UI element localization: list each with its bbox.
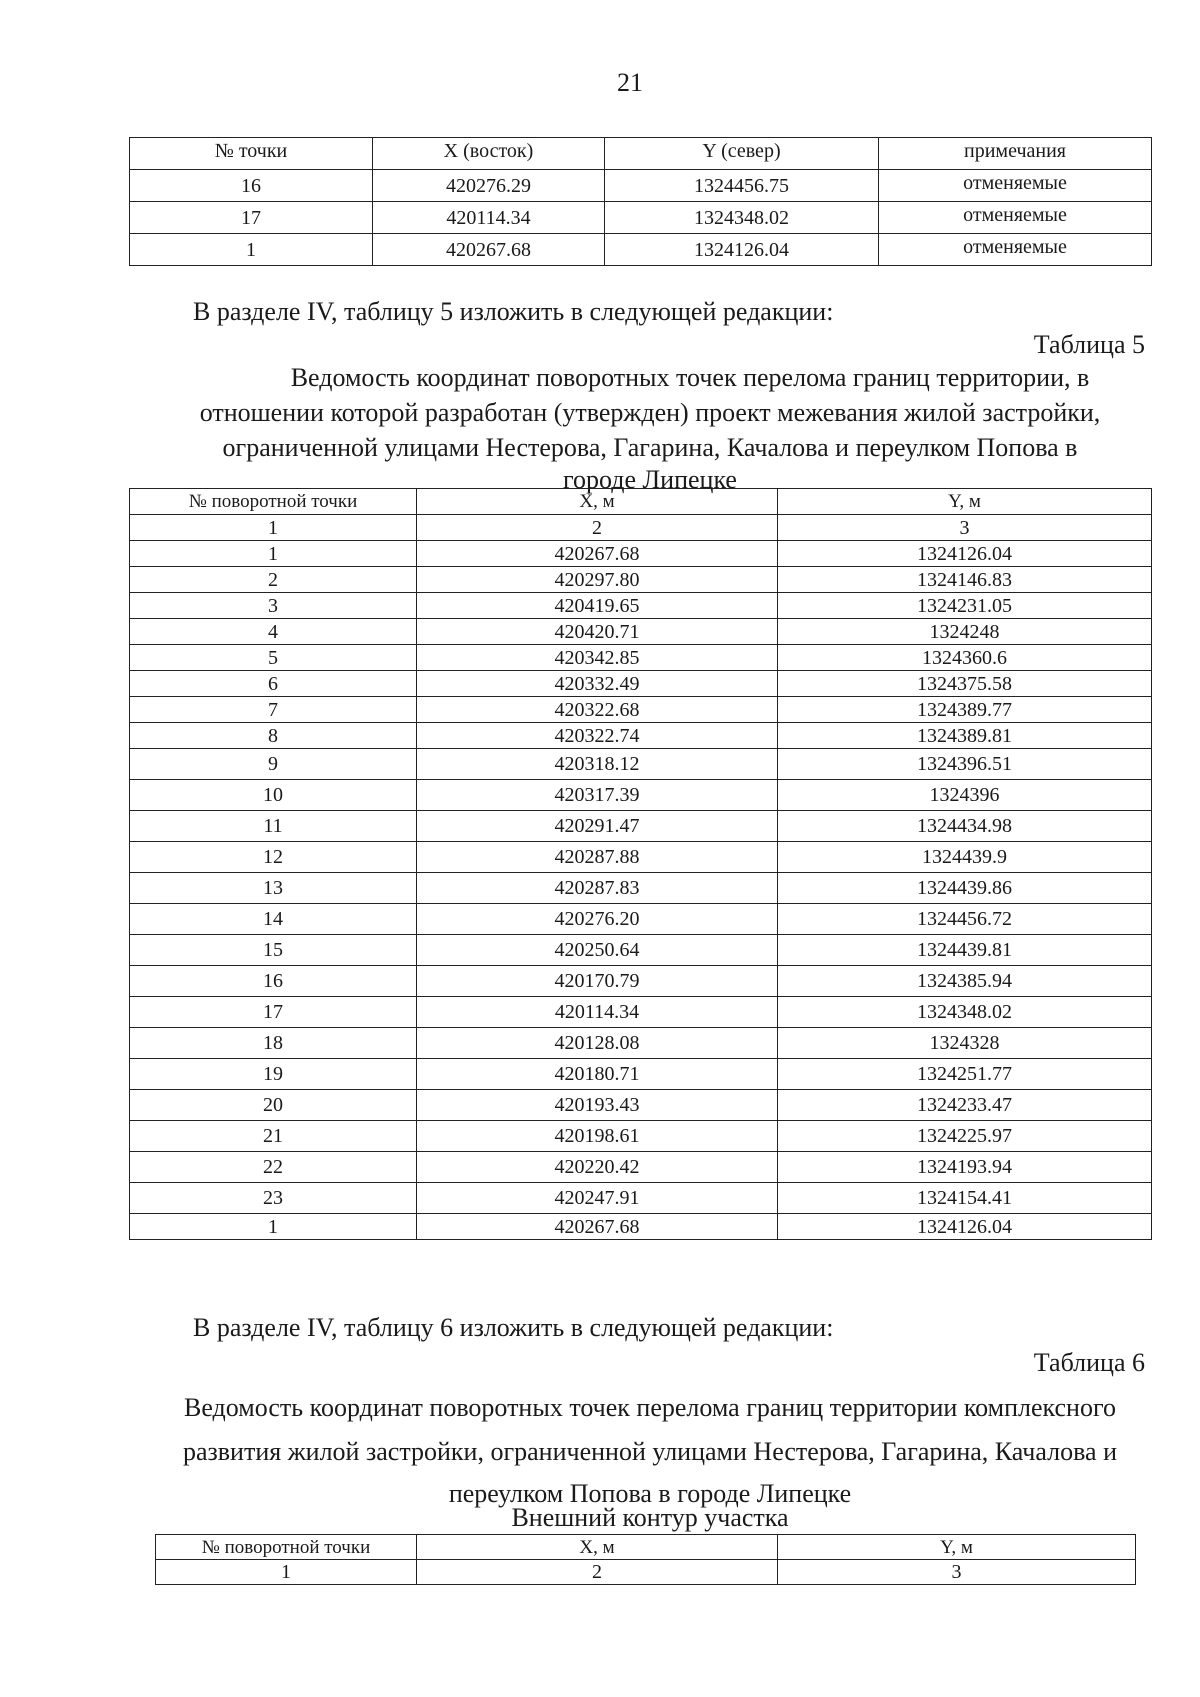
cell-y: 1324396.51 (778, 749, 1152, 780)
cell-y: 1324126.04 (778, 541, 1152, 567)
cell-y: 1324439.81 (778, 935, 1152, 966)
cell-note: отменяемые (879, 202, 1152, 234)
cell-y: 1324193.94 (778, 1152, 1152, 1183)
cell-x: 420420.71 (417, 619, 778, 645)
cell-y: 1324360.6 (778, 645, 1152, 671)
table-row (130, 935, 1152, 966)
cell-x: 420317.39 (417, 780, 778, 811)
table-row (130, 234, 1152, 266)
cell-x: 420287.83 (417, 873, 778, 904)
cell-point: 13 (130, 873, 417, 904)
header-x: X, м (417, 1535, 778, 1560)
cell-x: 420318.12 (417, 749, 778, 780)
col-number: 2 (417, 515, 778, 541)
cell-y: 1324439.86 (778, 873, 1152, 904)
table-6-coordinates (155, 1534, 1136, 1585)
cell-x: 420180.71 (417, 1059, 778, 1090)
table-header-row (130, 138, 1152, 170)
cell-y: 1324126.04 (605, 234, 879, 266)
cell-y: 1324396 (778, 780, 1152, 811)
table-row (130, 873, 1152, 904)
table-row (130, 697, 1152, 723)
cell-point: 2 (130, 567, 417, 593)
cell-y: 1324225.97 (778, 1121, 1152, 1152)
table-row (130, 202, 1152, 234)
cell-point: 16 (130, 170, 373, 202)
caption-line: ограниченной улицами Нестерова, Гагарина, Качалова и переулком Попова в (222, 433, 1078, 462)
cell-x: 420198.61 (417, 1121, 778, 1152)
table-row (130, 904, 1152, 935)
table-column-numbers-row (156, 1560, 1136, 1585)
header-point-number: № точки (130, 138, 373, 170)
cell-point: 5 (130, 645, 417, 671)
table5-label: Таблица 5 (1033, 330, 1145, 359)
cell-y: 1324251.77 (778, 1059, 1152, 1090)
cell-point: 17 (130, 202, 373, 234)
table-row (130, 1028, 1152, 1059)
table-row (130, 671, 1152, 697)
cell-x: 420297.80 (417, 567, 778, 593)
cell-point: 7 (130, 697, 417, 723)
cell-x: 420170.79 (417, 966, 778, 997)
cell-y: 1324348.02 (605, 202, 879, 234)
section5-instruction: В разделе IV, таблицу 5 изложить в следующей редакции: (193, 297, 834, 326)
cell-x: 420267.68 (373, 234, 605, 266)
cell-y: 1324348.02 (778, 997, 1152, 1028)
cell-y: 1324231.05 (778, 593, 1152, 619)
cell-x: 420247.91 (417, 1183, 778, 1214)
caption-line: городе Липецке (563, 465, 737, 494)
cell-note: отменяемые (879, 234, 1152, 266)
cell-point: 19 (130, 1059, 417, 1090)
cell-y: 1324375.58 (778, 671, 1152, 697)
col-number: 3 (778, 1560, 1136, 1585)
cell-point: 18 (130, 1028, 417, 1059)
caption-line: переулком Попова в городе Липецке (448, 1479, 852, 1508)
cell-point: 3 (130, 593, 417, 619)
table-previous-points (129, 137, 1152, 266)
header-y: Y, м (778, 1535, 1136, 1560)
table-row (130, 811, 1152, 842)
col-number: 1 (156, 1560, 417, 1585)
table-row (130, 593, 1152, 619)
cell-y: 1324389.81 (778, 723, 1152, 749)
cell-point: 23 (130, 1183, 417, 1214)
header-y: Y, м (778, 489, 1152, 515)
table-5-coordinates (129, 488, 1152, 1240)
cell-x: 420291.47 (417, 811, 778, 842)
cell-x: 420267.68 (417, 541, 778, 567)
cell-x: 420342.85 (417, 645, 778, 671)
table-header-row (130, 489, 1152, 515)
cell-y: 1324146.83 (778, 567, 1152, 593)
header-point-number: № поворотной точки (156, 1535, 417, 1560)
cell-point: 1 (130, 541, 417, 567)
cell-y: 1324233.47 (778, 1090, 1152, 1121)
cell-x: 420322.68 (417, 697, 778, 723)
cell-x: 420287.88 (417, 842, 778, 873)
cell-point: 17 (130, 997, 417, 1028)
table-row (130, 1059, 1152, 1090)
cell-point: 6 (130, 671, 417, 697)
table-row (130, 1121, 1152, 1152)
cell-y: 1324126.04 (778, 1214, 1152, 1240)
table-row (130, 723, 1152, 749)
cell-point: 14 (130, 904, 417, 935)
table6-subtitle: Внешний контур участка (511, 1503, 789, 1532)
cell-x: 420322.74 (417, 723, 778, 749)
header-x-east: X (восток) (373, 138, 605, 170)
header-point-number: № поворотной точки (130, 489, 417, 515)
cell-y: 1324434.98 (778, 811, 1152, 842)
cell-point: 1 (130, 234, 373, 266)
cell-y: 1324328 (778, 1028, 1152, 1059)
cell-x: 420419.65 (417, 593, 778, 619)
header-notes: примечания (879, 138, 1152, 170)
table-row (130, 541, 1152, 567)
cell-point: 21 (130, 1121, 417, 1152)
cell-x: 420267.68 (417, 1214, 778, 1240)
cell-point: 16 (130, 966, 417, 997)
cell-x: 420193.43 (417, 1090, 778, 1121)
cell-point: 9 (130, 749, 417, 780)
cell-point: 10 (130, 780, 417, 811)
cell-y: 1324154.41 (778, 1183, 1152, 1214)
table-row (130, 1090, 1152, 1121)
cell-y: 1324456.72 (778, 904, 1152, 935)
cell-x: 420114.34 (417, 997, 778, 1028)
cell-point: 11 (130, 811, 417, 842)
col-number: 3 (778, 515, 1152, 541)
cell-y: 1324439.9 (778, 842, 1152, 873)
caption-line: Ведомость координат поворотных точек перелома границ территории комплексного (184, 1393, 1116, 1422)
table-row (130, 1214, 1152, 1240)
cell-point: 12 (130, 842, 417, 873)
cell-x: 420128.08 (417, 1028, 778, 1059)
table-row (130, 780, 1152, 811)
table-row (130, 842, 1152, 873)
cell-point: 20 (130, 1090, 417, 1121)
header-x: X, м (417, 489, 778, 515)
cell-x: 420250.64 (417, 935, 778, 966)
cell-point: 1 (130, 1214, 417, 1240)
table-row (130, 997, 1152, 1028)
cell-x: 420220.42 (417, 1152, 778, 1183)
page-number: 21 (617, 68, 643, 97)
cell-point: 22 (130, 1152, 417, 1183)
table-row (130, 749, 1152, 780)
table-header-row (156, 1535, 1136, 1560)
table-row (130, 170, 1152, 202)
table6-label: Таблица 6 (1033, 1348, 1145, 1377)
cell-point: 8 (130, 723, 417, 749)
cell-y: 1324456.75 (605, 170, 879, 202)
section6-instruction: В разделе IV, таблицу 6 изложить в следующей редакции: (193, 1313, 834, 1342)
cell-point: 15 (130, 935, 417, 966)
caption-line: развития жилой застройки, ограниченной улицами Нестерова, Гагарина, Качалова и (182, 1437, 1118, 1466)
table-row (130, 1183, 1152, 1214)
cell-x: 420276.20 (417, 904, 778, 935)
caption-line: отношении которой разработан (утвержден) проект межевания жилой застройки, (199, 398, 1101, 427)
cell-x: 420114.34 (373, 202, 605, 234)
table-row (130, 966, 1152, 997)
cell-point: 4 (130, 619, 417, 645)
table-row (130, 567, 1152, 593)
col-number: 1 (130, 515, 417, 541)
table5-caption (100, 360, 1200, 495)
table6-caption (100, 1386, 1200, 1514)
cell-y: 1324248 (778, 619, 1152, 645)
table-row (130, 619, 1152, 645)
cell-note: отменяемые (879, 170, 1152, 202)
caption-line: Ведомость координат поворотных точек перелома границ территории, в (290, 363, 1090, 392)
table-row (130, 645, 1152, 671)
cell-x: 420276.29 (373, 170, 605, 202)
col-number: 2 (417, 1560, 778, 1585)
cell-x: 420332.49 (417, 671, 778, 697)
table-row (130, 1152, 1152, 1183)
header-y-north: Y (север) (605, 138, 879, 170)
cell-y: 1324389.77 (778, 697, 1152, 723)
cell-y: 1324385.94 (778, 966, 1152, 997)
table-column-numbers-row (130, 515, 1152, 541)
